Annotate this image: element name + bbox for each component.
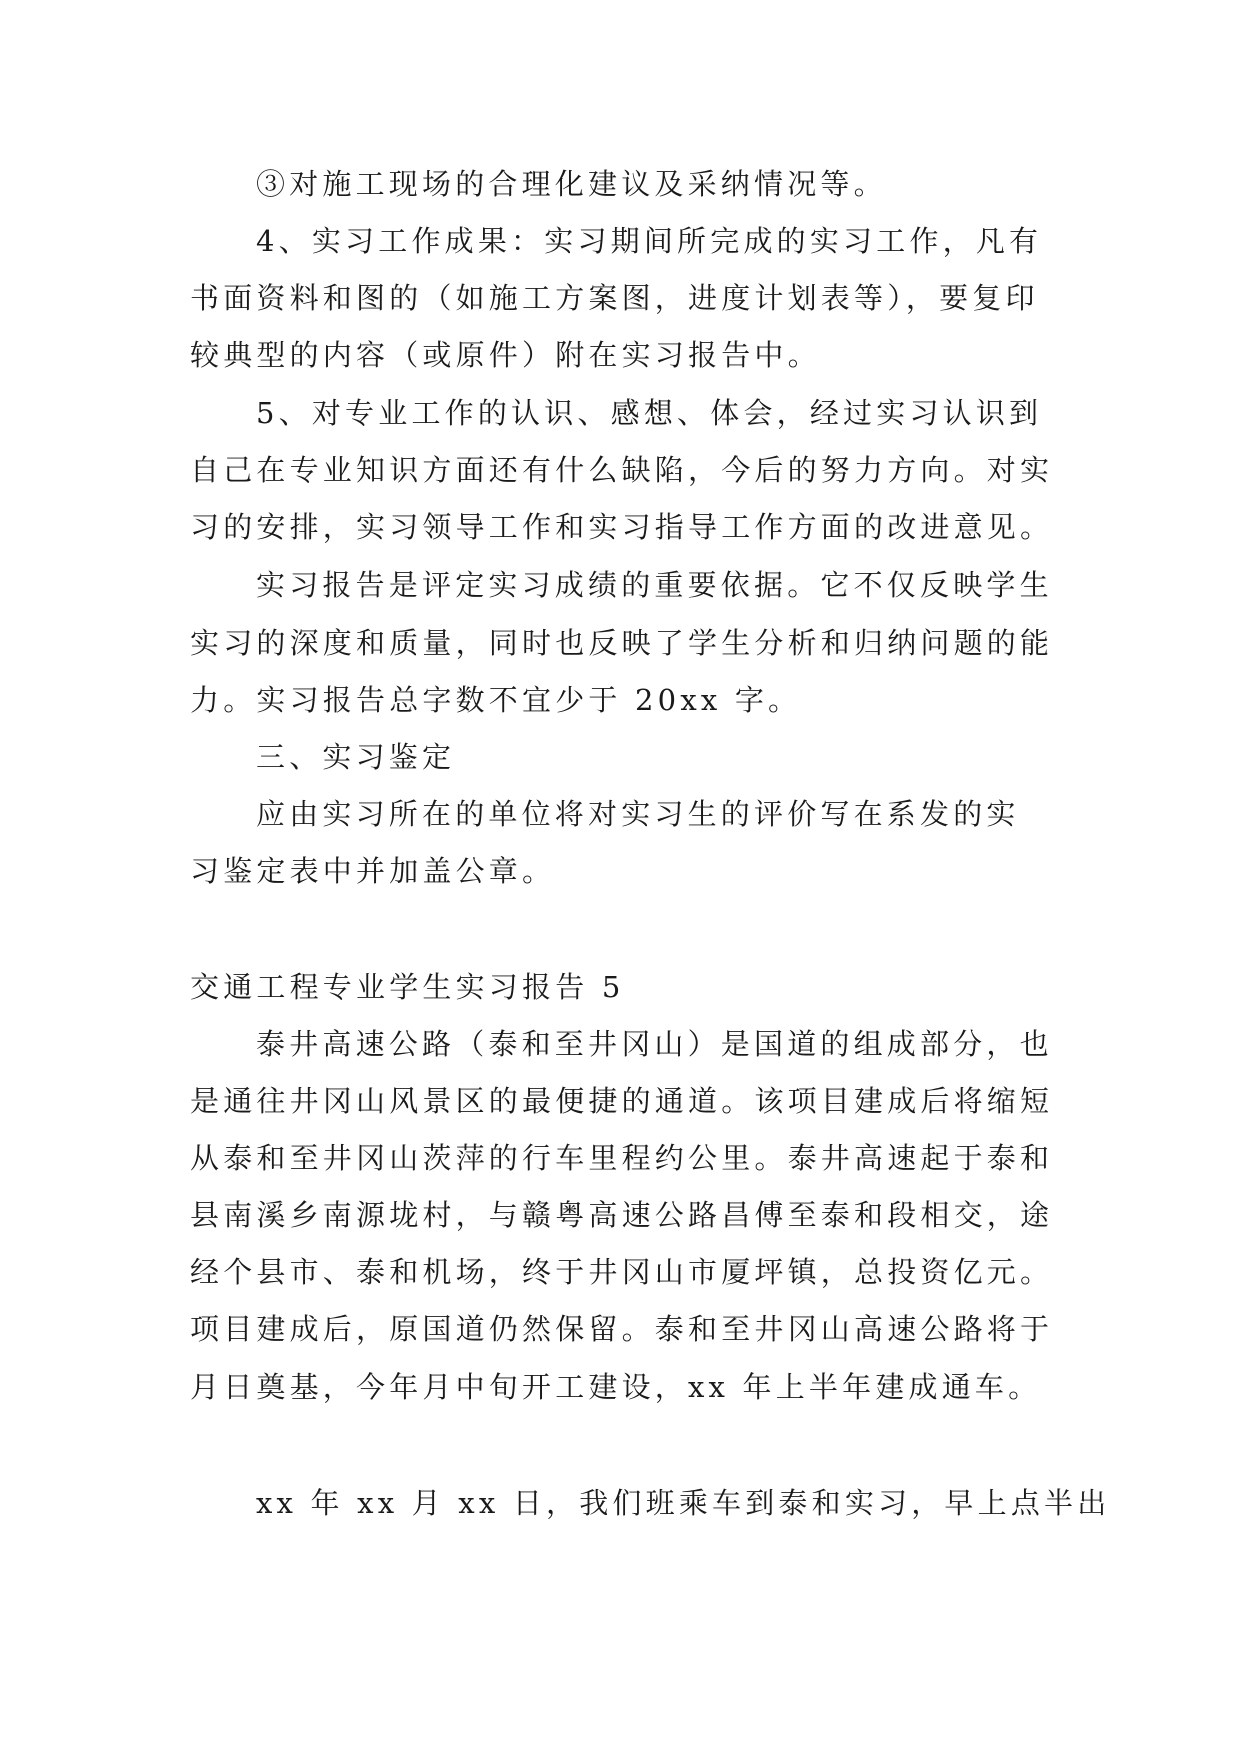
text-line: 4、实习工作成果：实习期间所完成的实习工作，凡有 bbox=[256, 224, 1043, 258]
text-line: 应由实习所在的单位将对实习生的评价写在系发的实 bbox=[256, 797, 1020, 831]
text-line: xx 年 xx 月 xx 日，我们班乘车到泰和实习，早上点半出 bbox=[256, 1486, 1111, 1520]
report-title: 交通工程专业学生实习报告 5 bbox=[190, 970, 625, 1004]
section-heading: 三、实习鉴定 bbox=[256, 740, 456, 774]
text-line: 书面资料和图的（如施工方案图，进度计划表等），要复印 bbox=[190, 281, 1039, 315]
text-line: ③对施工现场的合理化建议及采纳情况等。 bbox=[256, 167, 887, 201]
text-line: 较典型的内容（或原件）附在实习报告中。 bbox=[190, 338, 821, 372]
text-line: 项目建成后，原国道仍然保留。泰和至井冈山高速公路将于 bbox=[190, 1312, 1054, 1346]
text-line: 5、对专业工作的认识、感想、体会，经过实习认识到 bbox=[256, 396, 1043, 430]
text-line: 力。实习报告总字数不宜少于 20xx 字。 bbox=[190, 683, 802, 717]
text-line: 习的安排，实习领导工作和实习指导工作方面的改进意见。 bbox=[190, 510, 1054, 544]
text-line: 月日奠基，今年月中旬开工建设，xx 年上半年建成通车。 bbox=[190, 1370, 1042, 1404]
text-line: 习鉴定表中并加盖公章。 bbox=[190, 854, 556, 888]
text-line: 实习的深度和质量，同时也反映了学生分析和归纳问题的能 bbox=[190, 626, 1054, 660]
text-line: 是通往井冈山风景区的最便捷的通道。该项目建成后将缩短 bbox=[190, 1084, 1054, 1118]
text-line: 实习报告是评定实习成绩的重要依据。它不仅反映学生 bbox=[256, 568, 1053, 602]
text-line: 县南溪乡南源垅村，与赣粤高速公路昌傅至泰和段相交，途 bbox=[190, 1198, 1054, 1232]
text-line: 自己在专业知识方面还有什么缺陷，今后的努力方向。对实 bbox=[190, 453, 1054, 487]
text-line: 从泰和至井冈山茨萍的行车里程约公里。泰井高速起于泰和 bbox=[190, 1141, 1054, 1175]
text-line: 泰井高速公路（泰和至井冈山）是国道的组成部分，也 bbox=[256, 1027, 1053, 1061]
text-line: 经个县市、泰和机场，终于井冈山市厦坪镇，总投资亿元。 bbox=[190, 1255, 1054, 1289]
